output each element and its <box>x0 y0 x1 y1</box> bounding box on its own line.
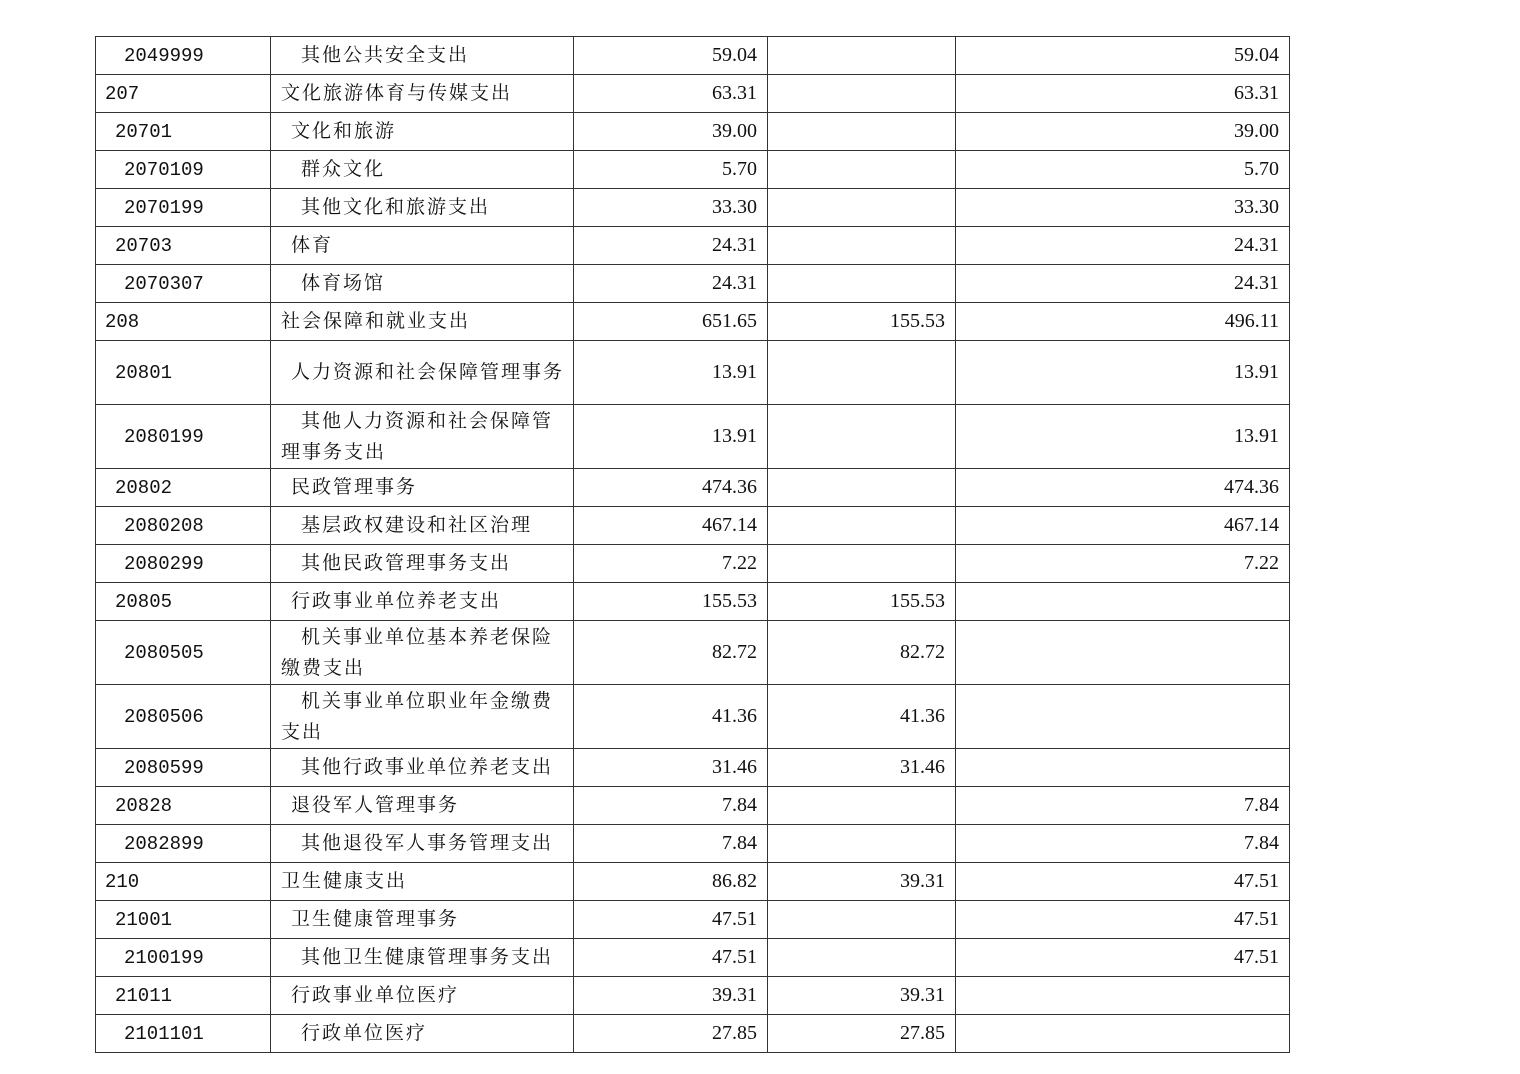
project-expenditure-cell: 7.84 <box>956 825 1290 863</box>
subject-name-cell <box>271 621 574 685</box>
total-amount-cell: 27.85 <box>574 1015 768 1053</box>
basic-expenditure-cell <box>768 507 956 545</box>
table-row <box>96 75 1290 113</box>
subject-name-text: 卫生健康支出 <box>281 870 408 892</box>
subject-code-cell: 2080299 <box>96 545 271 583</box>
subject-code-cell: 208 <box>96 303 271 341</box>
table-row <box>96 189 1290 227</box>
subject-name-text: 民政管理事务 <box>291 476 418 498</box>
table-row <box>96 749 1290 787</box>
basic-expenditure-cell: 39.31 <box>768 863 956 901</box>
table-row <box>96 901 1290 939</box>
basic-expenditure-cell <box>768 939 956 977</box>
total-amount-cell: 467.14 <box>574 507 768 545</box>
subject-code-cell: 210 <box>96 863 271 901</box>
total-amount-cell: 31.46 <box>574 749 768 787</box>
subject-name-text: 行政事业单位医疗 <box>291 984 460 1006</box>
subject-name-cell <box>271 1015 574 1053</box>
table-body <box>96 37 1290 1053</box>
subject-name-cell <box>271 265 574 303</box>
total-amount-cell: 86.82 <box>574 863 768 901</box>
basic-expenditure-cell: 31.46 <box>768 749 956 787</box>
subject-name-cell <box>271 825 574 863</box>
total-amount-cell: 24.31 <box>574 227 768 265</box>
project-expenditure-cell: 47.51 <box>956 939 1290 977</box>
basic-expenditure-cell <box>768 75 956 113</box>
subject-code-cell: 2070199 <box>96 189 271 227</box>
total-amount-cell: 7.22 <box>574 545 768 583</box>
project-expenditure-cell: 13.91 <box>956 341 1290 405</box>
basic-expenditure-cell: 155.53 <box>768 303 956 341</box>
basic-expenditure-cell <box>768 189 956 227</box>
subject-name-cell <box>271 939 574 977</box>
total-amount-cell: 59.04 <box>574 37 768 75</box>
project-expenditure-cell: 5.70 <box>956 151 1290 189</box>
project-expenditure-cell: 39.00 <box>956 113 1290 151</box>
subject-code-cell: 20703 <box>96 227 271 265</box>
table-row <box>96 151 1290 189</box>
subject-name-text: 其他民政管理事务支出 <box>301 552 512 574</box>
table-row <box>96 227 1290 265</box>
basic-expenditure-cell <box>768 151 956 189</box>
total-amount-cell: 39.00 <box>574 113 768 151</box>
basic-expenditure-cell <box>768 405 956 469</box>
subject-name-text: 文化和旅游 <box>291 120 397 142</box>
subject-name-cell <box>271 151 574 189</box>
subject-code-cell: 20701 <box>96 113 271 151</box>
subject-name-cell <box>271 901 574 939</box>
project-expenditure-cell <box>956 749 1290 787</box>
total-amount-cell: 7.84 <box>574 825 768 863</box>
project-expenditure-cell: 24.31 <box>956 265 1290 303</box>
subject-name-cell <box>271 863 574 901</box>
table-row <box>96 939 1290 977</box>
table-row <box>96 545 1290 583</box>
subject-name-text: 其他卫生健康管理事务支出 <box>301 946 554 968</box>
table-row <box>96 469 1290 507</box>
subject-name-text: 体育场馆 <box>301 272 386 294</box>
project-expenditure-cell: 63.31 <box>956 75 1290 113</box>
subject-name-text: 其他人力资源和社会保障管理事务支出 <box>281 409 554 463</box>
basic-expenditure-cell <box>768 901 956 939</box>
project-expenditure-cell <box>956 685 1290 749</box>
total-amount-cell: 39.31 <box>574 977 768 1015</box>
subject-code-cell: 20805 <box>96 583 271 621</box>
subject-name-text: 其他退役军人事务管理支出 <box>301 832 554 854</box>
total-amount-cell: 651.65 <box>574 303 768 341</box>
basic-expenditure-cell <box>768 37 956 75</box>
subject-code-cell: 2080599 <box>96 749 271 787</box>
subject-code-cell: 2101101 <box>96 1015 271 1053</box>
subject-name-text: 社会保障和就业支出 <box>281 310 471 332</box>
basic-expenditure-cell <box>768 113 956 151</box>
subject-code-cell: 2070109 <box>96 151 271 189</box>
subject-code-cell: 20801 <box>96 341 271 405</box>
total-amount-cell: 474.36 <box>574 469 768 507</box>
subject-name-cell <box>271 303 574 341</box>
subject-name-cell <box>271 37 574 75</box>
subject-name-cell <box>271 189 574 227</box>
total-amount-cell: 41.36 <box>574 685 768 749</box>
subject-name-cell <box>271 977 574 1015</box>
subject-name-text: 卫生健康管理事务 <box>291 908 460 930</box>
subject-name-text: 机关事业单位职业年金缴费支出 <box>281 689 554 743</box>
basic-expenditure-cell <box>768 787 956 825</box>
project-expenditure-cell: 24.31 <box>956 227 1290 265</box>
subject-code-cell: 2049999 <box>96 37 271 75</box>
table-row <box>96 825 1290 863</box>
subject-name-text: 机关事业单位基本养老保险缴费支出 <box>281 625 554 679</box>
subject-code-cell: 2080208 <box>96 507 271 545</box>
basic-expenditure-cell <box>768 341 956 405</box>
basic-expenditure-cell: 155.53 <box>768 583 956 621</box>
project-expenditure-cell <box>956 583 1290 621</box>
basic-expenditure-cell: 82.72 <box>768 621 956 685</box>
subject-name-cell <box>271 469 574 507</box>
total-amount-cell: 33.30 <box>574 189 768 227</box>
subject-code-cell: 2080505 <box>96 621 271 685</box>
total-amount-cell: 24.31 <box>574 265 768 303</box>
total-amount-cell: 47.51 <box>574 901 768 939</box>
basic-expenditure-cell <box>768 545 956 583</box>
project-expenditure-cell: 496.11 <box>956 303 1290 341</box>
subject-name-text: 退役军人管理事务 <box>291 794 460 816</box>
subject-name-text: 人力资源和社会保障管理事务 <box>291 361 565 383</box>
table-row <box>96 787 1290 825</box>
subject-name-text: 文化旅游体育与传媒支出 <box>281 82 513 104</box>
subject-code-cell: 2070307 <box>96 265 271 303</box>
subject-code-cell: 20828 <box>96 787 271 825</box>
table-row <box>96 265 1290 303</box>
basic-expenditure-cell <box>768 469 956 507</box>
subject-name-text: 其他行政事业单位养老支出 <box>301 756 554 778</box>
table-row <box>96 583 1290 621</box>
subject-code-cell: 2100199 <box>96 939 271 977</box>
subject-name-cell <box>271 685 574 749</box>
subject-code-cell: 207 <box>96 75 271 113</box>
total-amount-cell: 7.84 <box>574 787 768 825</box>
table-row <box>96 507 1290 545</box>
total-amount-cell: 47.51 <box>574 939 768 977</box>
subject-name-text: 行政单位医疗 <box>301 1022 428 1044</box>
basic-expenditure-cell: 41.36 <box>768 685 956 749</box>
table-row <box>96 341 1290 405</box>
table-row <box>96 37 1290 75</box>
project-expenditure-cell: 47.51 <box>956 901 1290 939</box>
total-amount-cell: 13.91 <box>574 405 768 469</box>
total-amount-cell: 5.70 <box>574 151 768 189</box>
table-row <box>96 405 1290 469</box>
project-expenditure-cell: 13.91 <box>956 405 1290 469</box>
table-row <box>96 113 1290 151</box>
subject-name-cell <box>271 227 574 265</box>
basic-expenditure-cell: 27.85 <box>768 1015 956 1053</box>
project-expenditure-cell: 33.30 <box>956 189 1290 227</box>
project-expenditure-cell: 7.84 <box>956 787 1290 825</box>
total-amount-cell: 13.91 <box>574 341 768 405</box>
subject-name-cell <box>271 75 574 113</box>
table-row <box>96 863 1290 901</box>
subject-code-cell: 21011 <box>96 977 271 1015</box>
subject-code-cell: 2080199 <box>96 405 271 469</box>
budget-expenditure-table <box>95 36 1290 1053</box>
project-expenditure-cell <box>956 621 1290 685</box>
basic-expenditure-cell <box>768 265 956 303</box>
subject-name-cell <box>271 583 574 621</box>
project-expenditure-cell: 47.51 <box>956 863 1290 901</box>
table-row <box>96 1015 1290 1053</box>
table-row <box>96 977 1290 1015</box>
subject-name-cell <box>271 749 574 787</box>
subject-code-cell: 20802 <box>96 469 271 507</box>
total-amount-cell: 155.53 <box>574 583 768 621</box>
table-row <box>96 685 1290 749</box>
project-expenditure-cell: 59.04 <box>956 37 1290 75</box>
subject-name-text: 群众文化 <box>301 158 386 180</box>
basic-expenditure-cell: 39.31 <box>768 977 956 1015</box>
project-expenditure-cell: 7.22 <box>956 545 1290 583</box>
subject-name-cell <box>271 507 574 545</box>
basic-expenditure-cell <box>768 825 956 863</box>
total-amount-cell: 63.31 <box>574 75 768 113</box>
project-expenditure-cell <box>956 977 1290 1015</box>
total-amount-cell: 82.72 <box>574 621 768 685</box>
subject-name-text: 其他公共安全支出 <box>301 44 470 66</box>
subject-code-cell: 21001 <box>96 901 271 939</box>
subject-name-cell <box>271 545 574 583</box>
subject-name-cell <box>271 787 574 825</box>
subject-name-cell <box>271 405 574 469</box>
subject-code-cell: 2082899 <box>96 825 271 863</box>
subject-name-text: 其他文化和旅游支出 <box>301 196 491 218</box>
project-expenditure-cell: 474.36 <box>956 469 1290 507</box>
project-expenditure-cell: 467.14 <box>956 507 1290 545</box>
subject-name-text: 体育 <box>291 234 334 256</box>
subject-name-text: 行政事业单位养老支出 <box>291 590 502 612</box>
subject-name-cell <box>271 341 574 405</box>
table-row <box>96 303 1290 341</box>
subject-code-cell: 2080506 <box>96 685 271 749</box>
budget-table-page <box>95 36 1290 1053</box>
project-expenditure-cell <box>956 1015 1290 1053</box>
basic-expenditure-cell <box>768 227 956 265</box>
subject-name-cell <box>271 113 574 151</box>
subject-name-text: 基层政权建设和社区治理 <box>301 514 533 536</box>
table-row <box>96 621 1290 685</box>
